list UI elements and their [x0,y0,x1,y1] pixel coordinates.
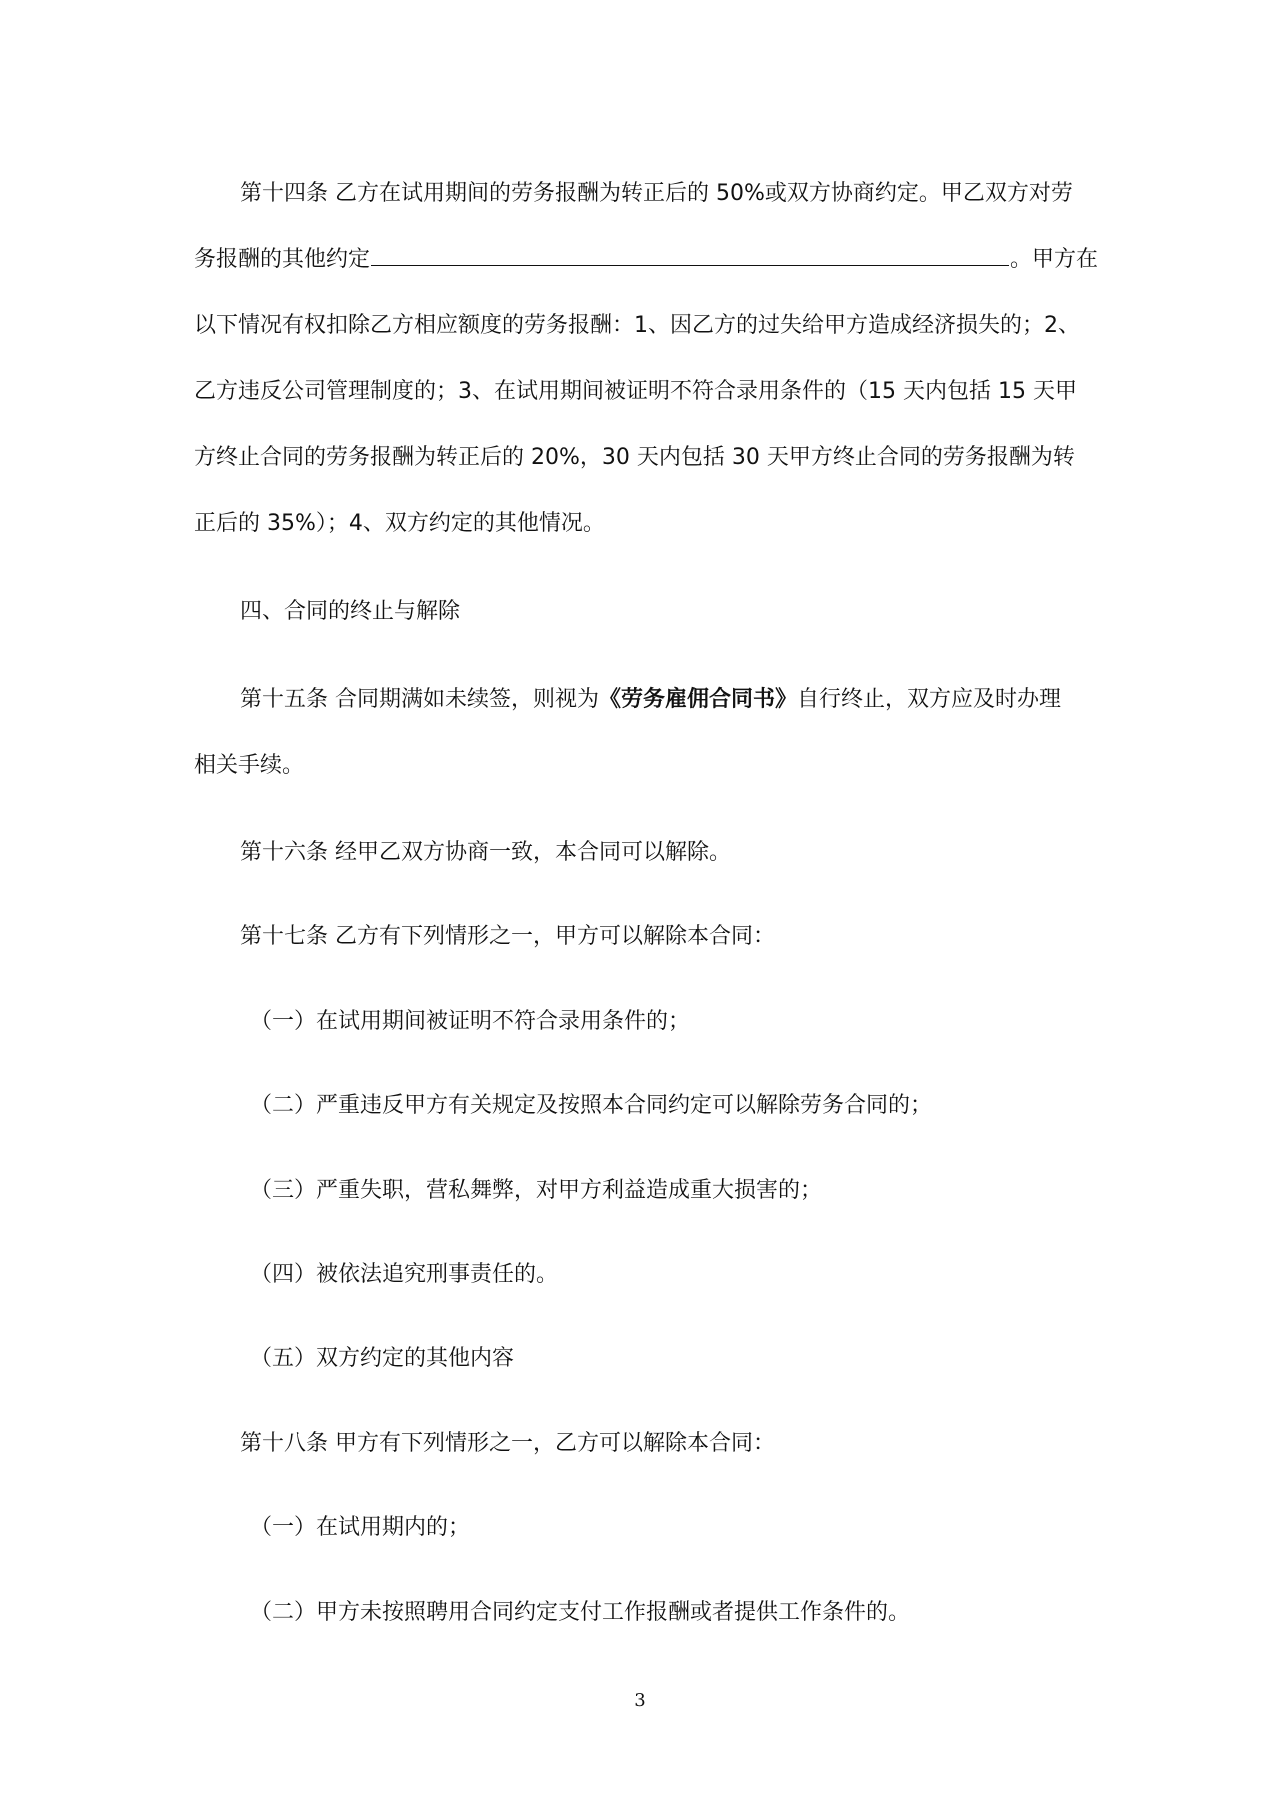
fill-in-blank [371,245,1009,266]
article-14-line-6: 正后的 35%）；4、双方约定的其他情况。 [194,511,605,536]
article-15-prefix: 第十五条 合同期满如未续签，则视为 [240,687,599,712]
article-15-line-1 [240,685,1140,715]
article-18-item: （一）在试用期内的； [250,1515,471,1540]
article-14-line-2-before: 务报酬的其他约定 [194,247,371,272]
article-17-item: （四）被依法追究刑事责任的。 [250,1262,559,1287]
page-number: 3 [634,1690,646,1711]
article-14-line-2-after: 。甲方在 [1010,247,1099,272]
article-15-suffix: 自行终止，双方应及时办理 [797,687,1062,712]
article-14-line-2 [194,245,1099,275]
article-16: 第十六条 经甲乙双方协商一致，本合同可以解除。 [240,840,731,865]
article-17-item: （五）双方约定的其他内容 [250,1346,515,1371]
article-14-line-5: 方终止合同的劳务报酬为转正后的 20%，30 天内包括 30 天甲方终止合同的劳务报酬为转 [194,445,1075,470]
article-17-intro: 第十七条 乙方有下列情形之一，甲方可以解除本合同： [240,924,775,949]
article-18-item: （二）甲方未按照聘用合同约定支付工作报酬或者提供工作条件的。 [250,1600,911,1625]
article-18-intro: 第十八条 甲方有下列情形之一，乙方可以解除本合同： [240,1431,775,1456]
article-15-line-2: 相关手续。 [194,753,305,778]
article-14-line-1: 第十四条 乙方在试用期间的劳务报酬为转正后的 50%或双方协商约定。甲乙双方对劳 [240,181,1073,206]
article-14-line-3: 以下情况有权扣除乙方相应额度的劳务报酬：1、因乙方的过失给甲方造成经济损失的；2、 [194,313,1080,338]
section-heading: 四、合同的终止与解除 [240,599,461,624]
contract-title-bold: 《劳务雇佣合同书》 [599,687,798,712]
article-17-item: （三）严重失职，营私舞弊，对甲方利益造成重大损害的； [250,1178,823,1203]
article-14-line-4: 乙方违反公司管理制度的；3、在试用期间被证明不符合录用条件的（15 天内包括 15 天甲 [194,379,1077,404]
article-17-item: （一）在试用期间被证明不符合录用条件的； [250,1009,691,1034]
article-17-item: （二）严重违反甲方有关规定及按照本合同约定可以解除劳务合同的； [250,1093,933,1118]
